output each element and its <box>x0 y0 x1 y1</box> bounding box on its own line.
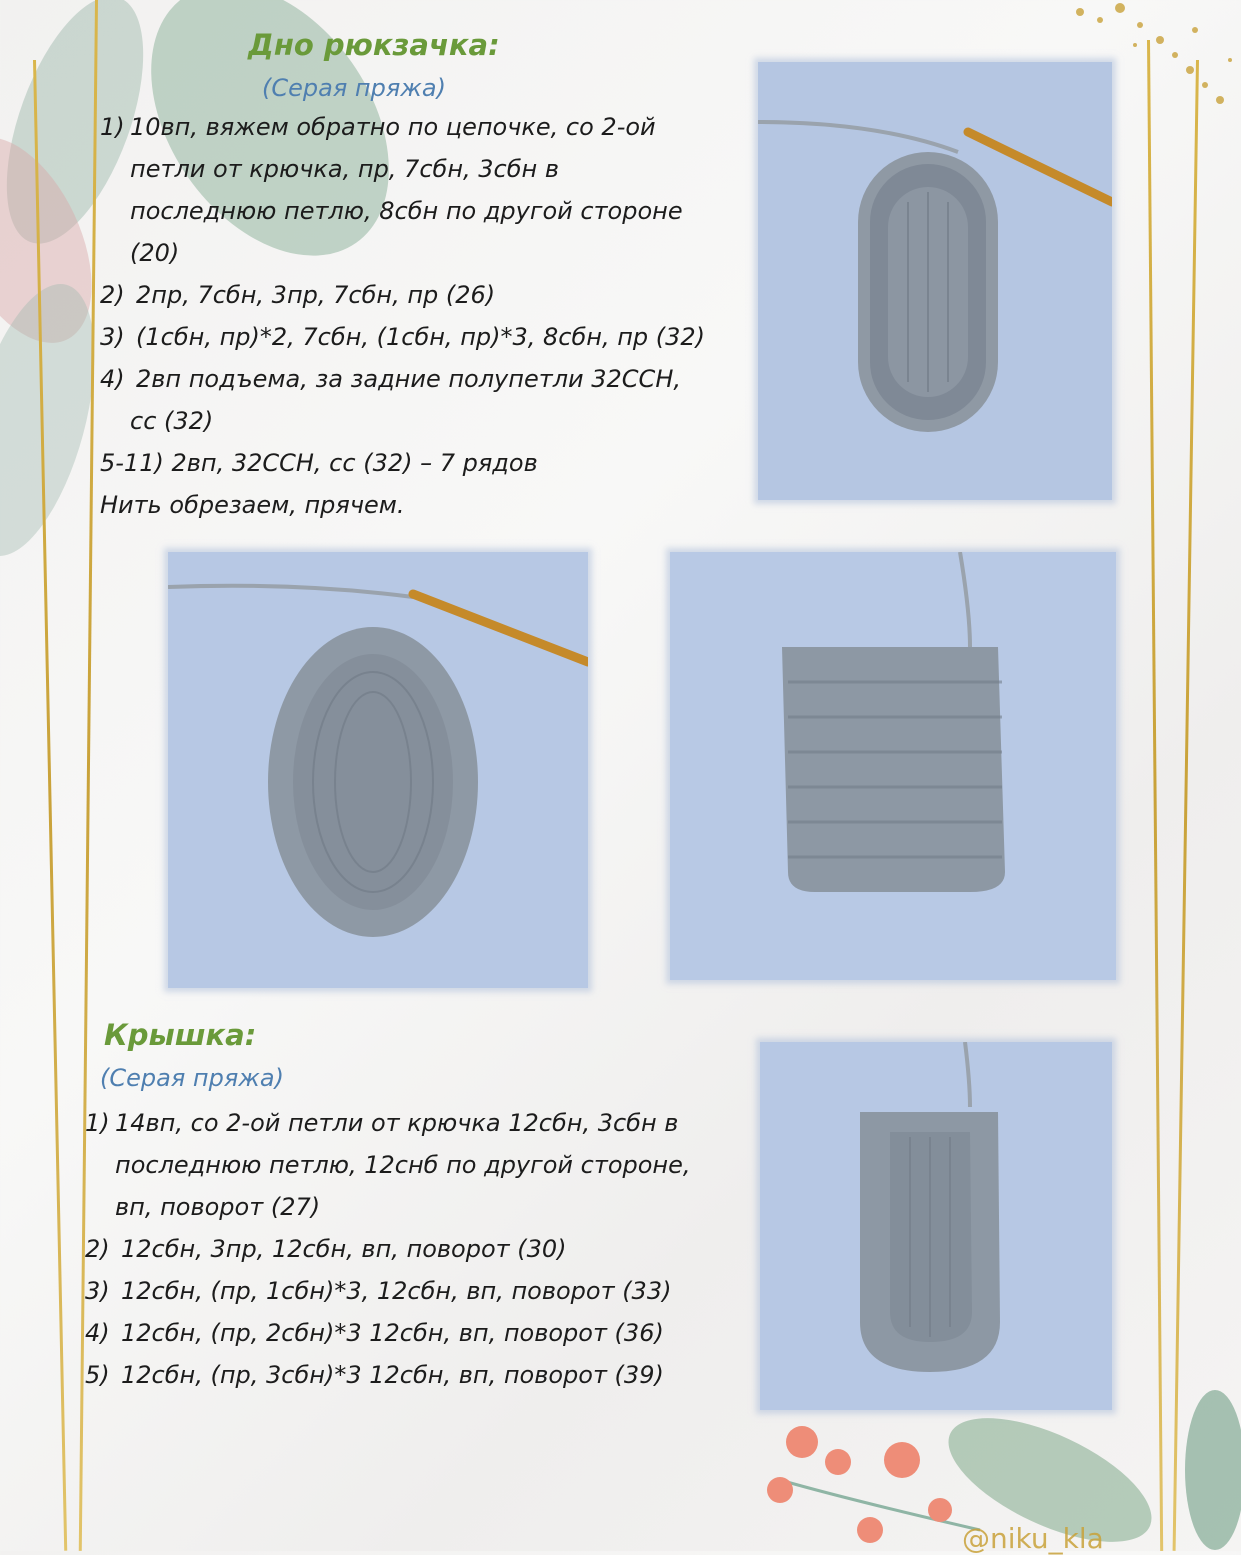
watermark: @niku_kla <box>962 1522 1104 1555</box>
step-line: 12сбн, (пр, 3сбн)*3 12сбн, вп, поворот (39) <box>121 1361 664 1389</box>
leaf-decoration <box>1185 1390 1241 1550</box>
step-number: 4) <box>85 1319 110 1347</box>
extra-line: 5-11) 2вп, 32ССН, сс (32) – 7 рядов <box>100 449 538 477</box>
step-number: 4) <box>100 365 125 393</box>
step-line: петли от крючка, пр, 7сбн, 3сбн в <box>130 155 559 183</box>
step-line: последнюю петлю, 12снб по другой стороне, <box>115 1151 691 1179</box>
photo-bag-body <box>670 552 1116 980</box>
step-item <box>85 1270 755 1312</box>
step-line: 12сбн, (пр, 2сбн)*3 12сбн, вп, поворот (36) <box>121 1319 664 1347</box>
photo-lid <box>760 1042 1112 1410</box>
step-line: 12сбн, (пр, 1сбн)*3, 12сбн, вп, поворот (33) <box>121 1277 672 1305</box>
step-line: 14вп, со 2-ой петли от крючка 12сбн, 3сбн в <box>115 1109 679 1137</box>
step-number: 3) <box>85 1277 110 1305</box>
step-number: 1) <box>100 113 125 141</box>
step-number: 2) <box>100 281 125 309</box>
step-item <box>100 274 750 316</box>
step-line: 2пр, 7сбн, 3пр, 7сбн, пр (26) <box>136 281 496 309</box>
step-item <box>85 1312 755 1354</box>
step-number: 1) <box>85 1109 110 1137</box>
step-line: сс (32) <box>130 407 214 435</box>
step-item <box>85 1102 755 1228</box>
step-line: 12сбн, 3пр, 12сбн, вп, поворот (30) <box>121 1235 567 1263</box>
section2-yarn: (Серая пряжа) <box>100 1064 284 1092</box>
step-item <box>85 1354 755 1396</box>
section1-steps <box>100 106 750 526</box>
step-line: (1сбн, пр)*2, 7сбн, (1сбн, пр)*3, 8сбн, пр (32) <box>136 323 706 351</box>
section2-steps <box>85 1102 755 1396</box>
step-item <box>100 358 750 442</box>
extra-line: Нить обрезаем, прячем. <box>100 491 405 519</box>
section1-yarn: (Серая пряжа) <box>262 74 446 102</box>
step-number: 5) <box>85 1361 110 1389</box>
step-line: 2вп подъема, за задние полупетли 32ССН, <box>136 365 681 393</box>
step-number: 2) <box>85 1235 110 1263</box>
section2-title: Крышка: <box>104 1018 257 1052</box>
step-item <box>100 106 750 274</box>
step-line: 10вп, вяжем обратно по цепочке, со 2-ой <box>130 113 656 141</box>
berry-branch <box>767 1426 980 1543</box>
step-item <box>85 1228 755 1270</box>
section1-title: Дно рюкзачка: <box>248 28 500 62</box>
step-line: последнюю петлю, 8сбн по другой стороне <box>130 197 683 225</box>
photo-base-sides <box>168 552 588 988</box>
photo-base-round <box>758 62 1112 500</box>
step-line: вп, поворот (27) <box>115 1193 321 1221</box>
step-item <box>100 316 750 358</box>
step-line: (20) <box>130 239 180 267</box>
step-number: 3) <box>100 323 125 351</box>
